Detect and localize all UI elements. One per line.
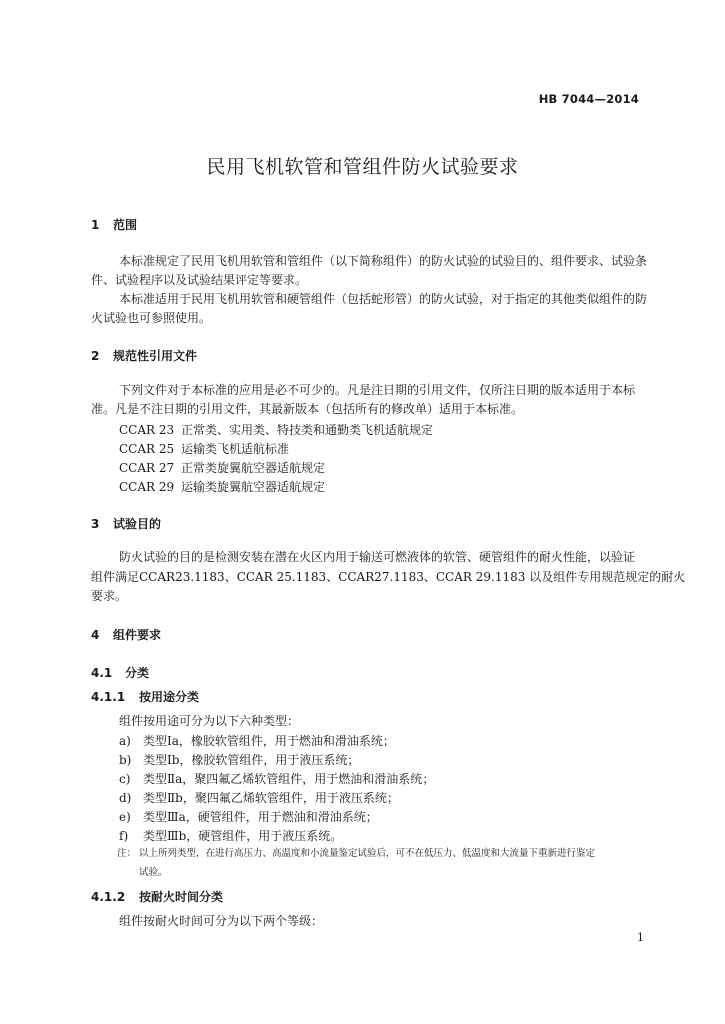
section-4-heading [91,626,161,643]
page-number: 1 [637,931,644,944]
section-number: 4.1 [91,666,113,680]
list-item [119,732,395,749]
reference-item [119,459,325,476]
list-text: 类型Ⅰa，橡胶软管组件，用于燃油和滑油系统； [143,734,395,748]
paragraph-line: 要求。 [91,589,128,603]
list-label: c) [119,772,131,786]
list-label: a) [119,734,131,748]
intro-text: 组件按用途可分为以下六种类型： [119,714,300,728]
document-title: 民用飞机软管和管组件防火试验要求 [206,156,519,178]
reference-code: CCAR 27 [119,461,175,475]
paragraph-line: 下列文件对于本标准的应用是必不可少的。凡是注日期的引用文件，仅所注日期的版本适用于本标 [119,383,636,397]
list-text: 类型Ⅱa，聚四氟乙烯软管组件，用于燃油和滑油系统； [143,772,435,786]
reference-desc: 运输类飞机适航标准 [181,442,290,456]
intro-text: 组件按耐火时间可分为以下两个等级： [119,914,324,928]
section-title: 规范性引用文件 [113,349,198,363]
subsection-4-1-1-heading [91,688,199,705]
section-number: 4.1.2 [91,890,126,904]
section-1-heading [91,216,137,233]
list-item [119,751,359,768]
reference-item [119,440,289,457]
list-item [119,770,434,787]
section-2-heading [91,347,197,364]
paragraph-line: 本标准规定了民用飞机用软管和管组件（以下简称组件）的防火试验的试验目的、组件要求、试验条 [119,254,648,268]
list-item [119,827,342,844]
note [117,845,595,859]
paragraph-line: 准。凡是不注日期的引用文件，其最新版本（包括所有的修改单）适用于本标准。 [91,402,524,416]
subsection-4-1-2-heading [91,888,223,905]
list-item [119,808,378,825]
paragraph-line: 火试验也可参照使用。 [91,311,212,325]
reference-code: CCAR 23 [119,423,175,437]
list-text: 类型Ⅲb，硬管组件，用于液压系统。 [143,829,343,843]
section-title: 试验目的 [113,517,162,531]
reference-desc: 正常类、实用类、特技类和通勤类飞机适航规定 [181,423,434,437]
reference-code: CCAR 29 [119,480,175,494]
section-number: 3 [91,517,100,531]
reference-item [119,478,325,495]
reference-desc: 运输类旋翼航空器适航规定 [181,480,326,494]
section-number: 4 [91,628,100,642]
reference-item [119,421,433,438]
standard-code: HB 7044—2014 [538,92,639,106]
section-3-heading [91,515,161,532]
list-label: d) [119,791,132,805]
list-label: f) [119,829,129,843]
section-number: 4.1.1 [91,690,126,704]
list-text: 类型Ⅱb，聚四氟乙烯软管组件，用于液压系统； [143,791,399,805]
paragraph-line: 组件满足CCAR23.1183、CCAR 25.1183、CCAR27.1183、CCAR 29.1183 以及组件专用规范规定的耐火 [91,570,686,584]
section-title: 按用途分类 [139,690,200,704]
note-label: 注： [117,848,137,859]
paragraph-line: 本标准适用于民用飞机用软管和硬管组件（包括蛇形管）的防火试验，对于指定的其他类似组件的防 [119,292,648,306]
section-title: 按耐火时间分类 [139,890,224,904]
paragraph-line: 防火试验的目的是检测安装在潜在火区内用于输送可燃液体的软管、硬管组件的耐火性能，以验证 [119,550,636,564]
list-item [119,789,399,806]
list-text: 类型Ⅰb，橡胶软管组件，用于液压系统； [143,753,360,767]
section-number: 1 [91,218,100,232]
section-title: 分类 [125,666,150,680]
section-number: 2 [91,349,100,363]
note-text: 以上所列类型，在进行高压力、高温度和小流量鉴定试验后，可不在低压力、低温度和大流量下重新进行鉴定 [139,848,596,859]
section-title: 范围 [113,218,138,232]
list-label: e) [119,810,131,824]
reference-code: CCAR 25 [119,442,175,456]
list-label: b) [119,753,132,767]
reference-desc: 正常类旋翼航空器适航规定 [181,461,326,475]
subsection-4-1-heading [91,664,149,681]
note-continuation: 试验。 [139,867,168,878]
list-text: 类型Ⅲa，硬管组件，用于燃油和滑油系统； [143,810,378,824]
paragraph-line: 件、试验程序以及试验结果评定等要求。 [91,273,308,287]
section-title: 组件要求 [113,628,162,642]
